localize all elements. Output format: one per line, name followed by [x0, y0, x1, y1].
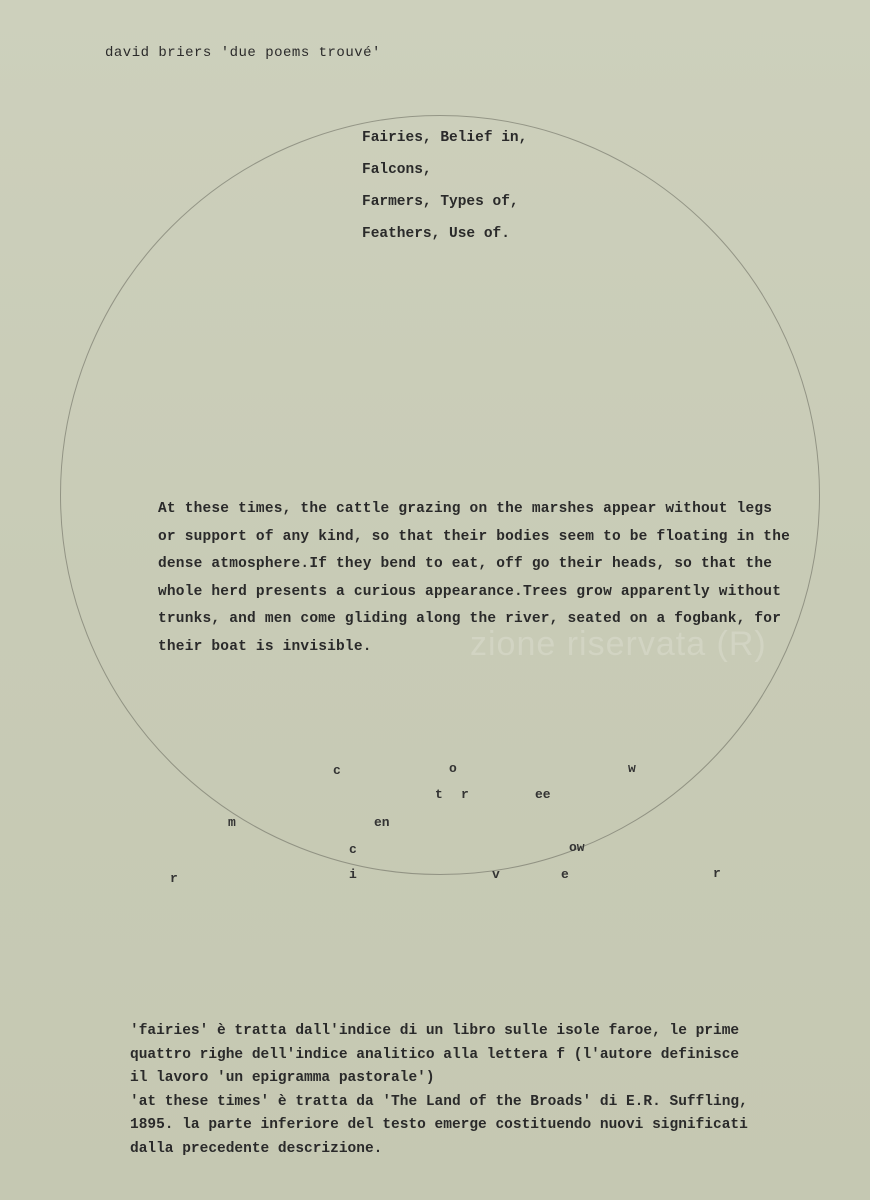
scatter-letter: r: [461, 787, 469, 802]
scatter-letter: r: [170, 871, 178, 886]
scatter-letter: e: [561, 867, 569, 882]
paragraph-line: At these times, the cattle grazing on the marshes appear without legs: [158, 501, 773, 517]
paragraph-line: trunks, and men come gliding along the river, seated on a fogbank, for: [158, 611, 782, 627]
notes-line: dalla precedente descrizione.: [130, 1140, 383, 1157]
scatter-letter: i: [349, 867, 357, 882]
paragraph-line: whole herd presents a curious appearance.Trees grow apparently without: [158, 583, 782, 600]
scatter-letter: c: [349, 842, 357, 857]
paragraph-line: their boat is invisible.: [158, 638, 372, 655]
scatter-letter: m: [228, 815, 236, 830]
paragraph-line: or support of any kind, so that their bodies seem to be floating in the: [158, 528, 791, 545]
scatter-letter: en: [374, 815, 390, 830]
index-entry: Feathers, Use of.: [362, 226, 510, 242]
watermark-text: zione riservata (R): [470, 625, 767, 663]
scatter-letter: ow: [569, 840, 585, 855]
notes-line: quattro righe dell'indice analitico alla lettera f (l'autore definisce: [130, 1046, 740, 1063]
scatter-letter: t: [435, 787, 443, 802]
scatter-letter: ee: [535, 787, 551, 802]
scatter-letter: v: [492, 867, 500, 882]
scatter-letter: c: [333, 763, 341, 778]
notes-line: 'at these times' è tratta da 'The Land of the Broads' di E.R. Suffling,: [130, 1093, 748, 1110]
notes-line: il lavoro 'un epigramma pastorale'): [130, 1070, 435, 1086]
paragraph-line: dense atmosphere.If they bend to eat, off go their heads, so that the: [158, 556, 773, 572]
notes-line: 'fairies' è tratta dall'indice di un libro sulle isole faroe, le prime: [130, 1023, 740, 1039]
index-entry: Falcons,: [362, 162, 432, 178]
scatter-letter: o: [449, 761, 457, 776]
notes-block: [130, 1020, 748, 1161]
index-entry: Farmers, Types of,: [362, 194, 519, 210]
scatter-letter: r: [713, 866, 721, 881]
page-header: david briers 'due poems trouvé': [105, 45, 381, 61]
found-paragraph: [158, 496, 791, 661]
scatter-letter: w: [628, 761, 636, 776]
notes-line: 1895. la parte inferiore del testo emerge costituendo nuovi significati: [130, 1117, 748, 1133]
index-entry: Fairies, Belief in,: [362, 130, 528, 146]
index-entries: [362, 122, 527, 250]
